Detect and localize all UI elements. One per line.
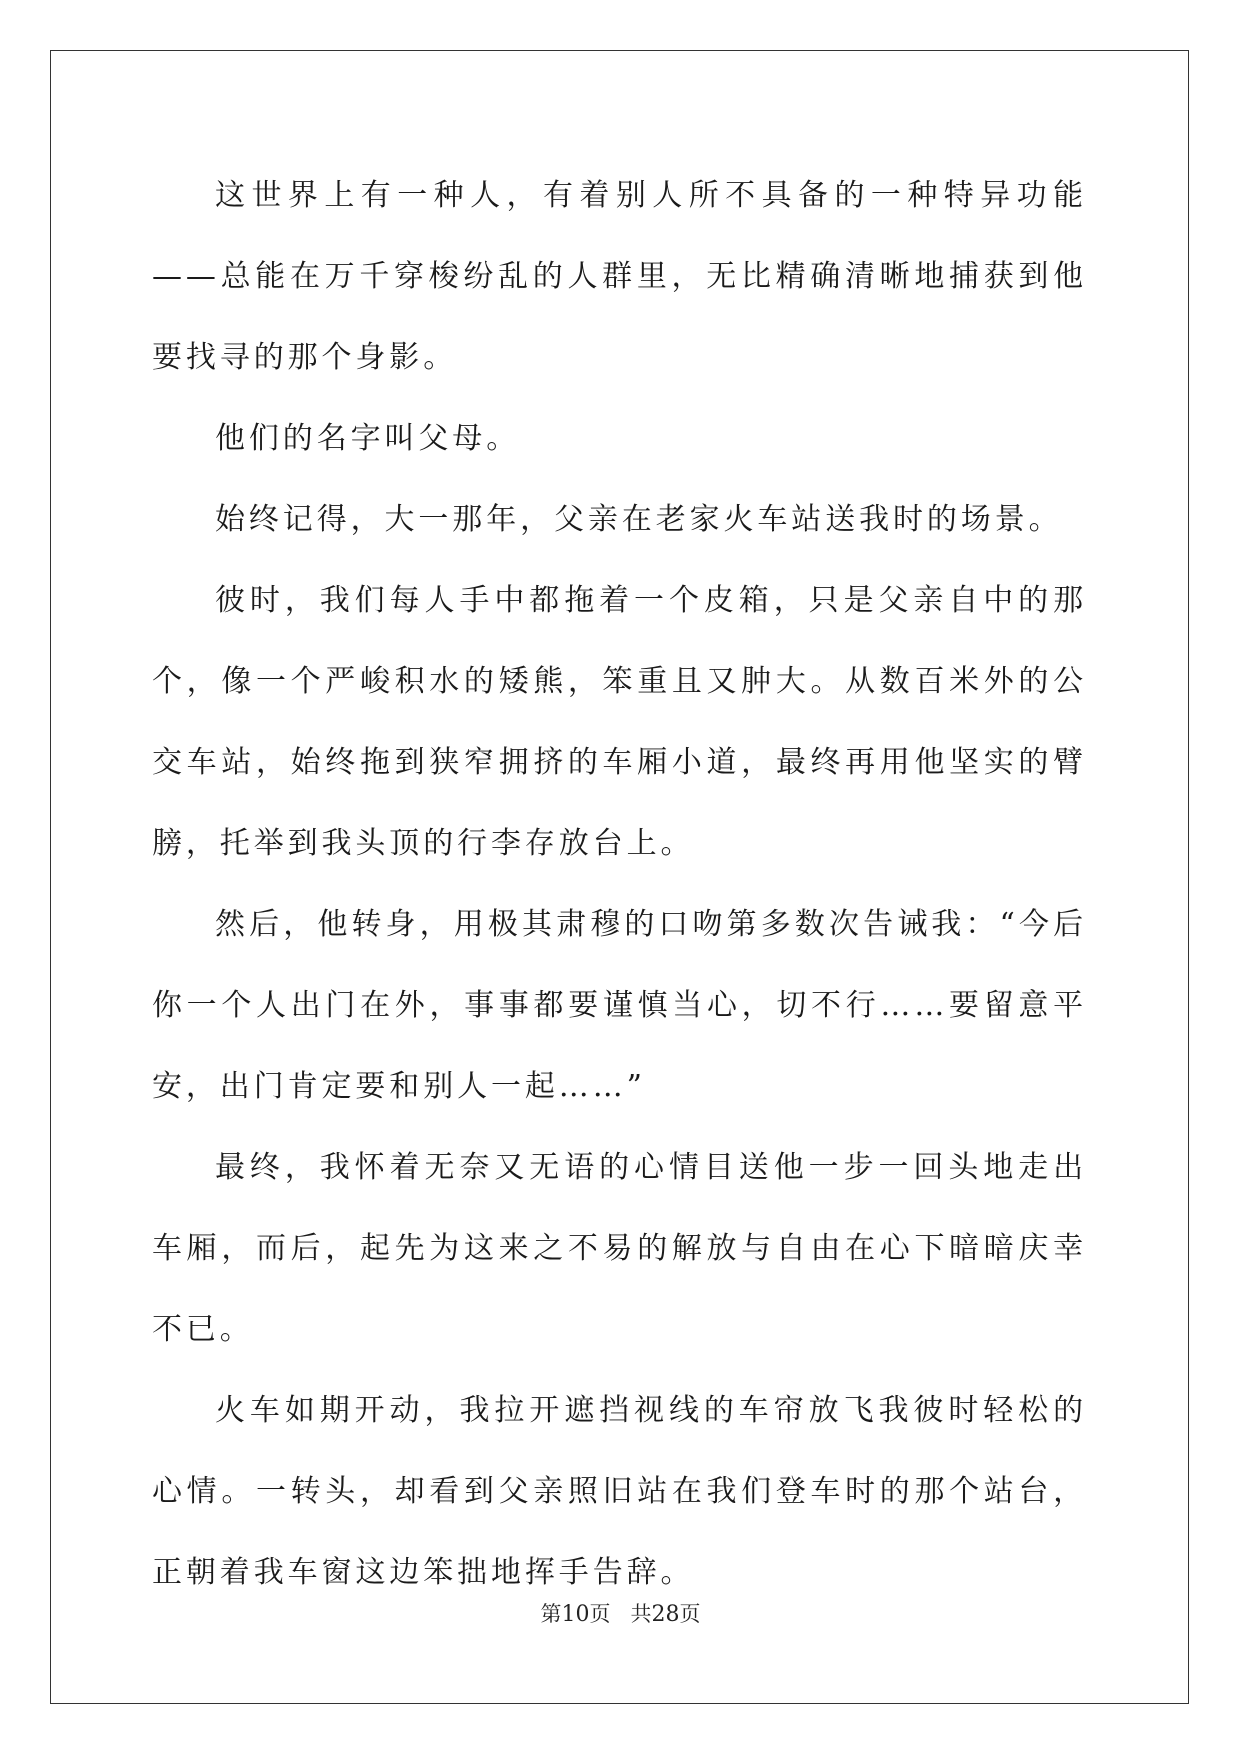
total-page-number: 28	[651, 1602, 680, 1627]
total-unit: 页	[679, 1602, 701, 1626]
paragraph: 始终记得，大一那年，父亲在老家火车站送我时的场景。	[215, 502, 1063, 537]
paragraph: 他们的名字叫父母。	[215, 421, 521, 456]
paragraph: 这世界上有一种人，有着别人所不具备的一种特异功能——总能在万千穿梭纷乱的人群里，无比精确清晰地捕获到他要找寻的那个身影。	[152, 178, 1087, 375]
page-footer	[0, 1598, 1241, 1628]
page-unit: 页	[589, 1602, 611, 1626]
document-body	[152, 155, 1087, 1613]
paragraph: 火车如期开动，我拉开遮挡视线的车帘放飞我彼时轻松的心情。一转头，却看到父亲照旧站在我们登车时的那个站台，正朝着我车窗这边笨拙地挥手告辞。	[152, 1393, 1087, 1590]
paragraph: 然后，他转身，用极其肃穆的口吻第多数次告诫我：“今后你一个人出门在外，事事都要谨慎当心，切不行……要留意平安，出门肯定要和别人一起……”	[152, 907, 1087, 1104]
total-prefix: 共	[630, 1602, 652, 1626]
current-page-number: 10	[561, 1602, 590, 1627]
paragraph: 最终，我怀着无奈又无语的心情目送他一步一回头地走出车厢，而后，起先为这来之不易的解放与自由在心下暗暗庆幸不已。	[152, 1150, 1087, 1347]
paragraph: 彼时，我们每人手中都拖着一个皮箱，只是父亲自中的那个，像一个严峻积水的矮熊，笨重且又肿大。从数百米外的公交车站，始终拖到狭窄拥挤的车厢小道，最终再用他坚实的臂膀，托举到我头顶的行李存放台上。	[152, 583, 1087, 861]
page-prefix: 第	[540, 1602, 562, 1626]
